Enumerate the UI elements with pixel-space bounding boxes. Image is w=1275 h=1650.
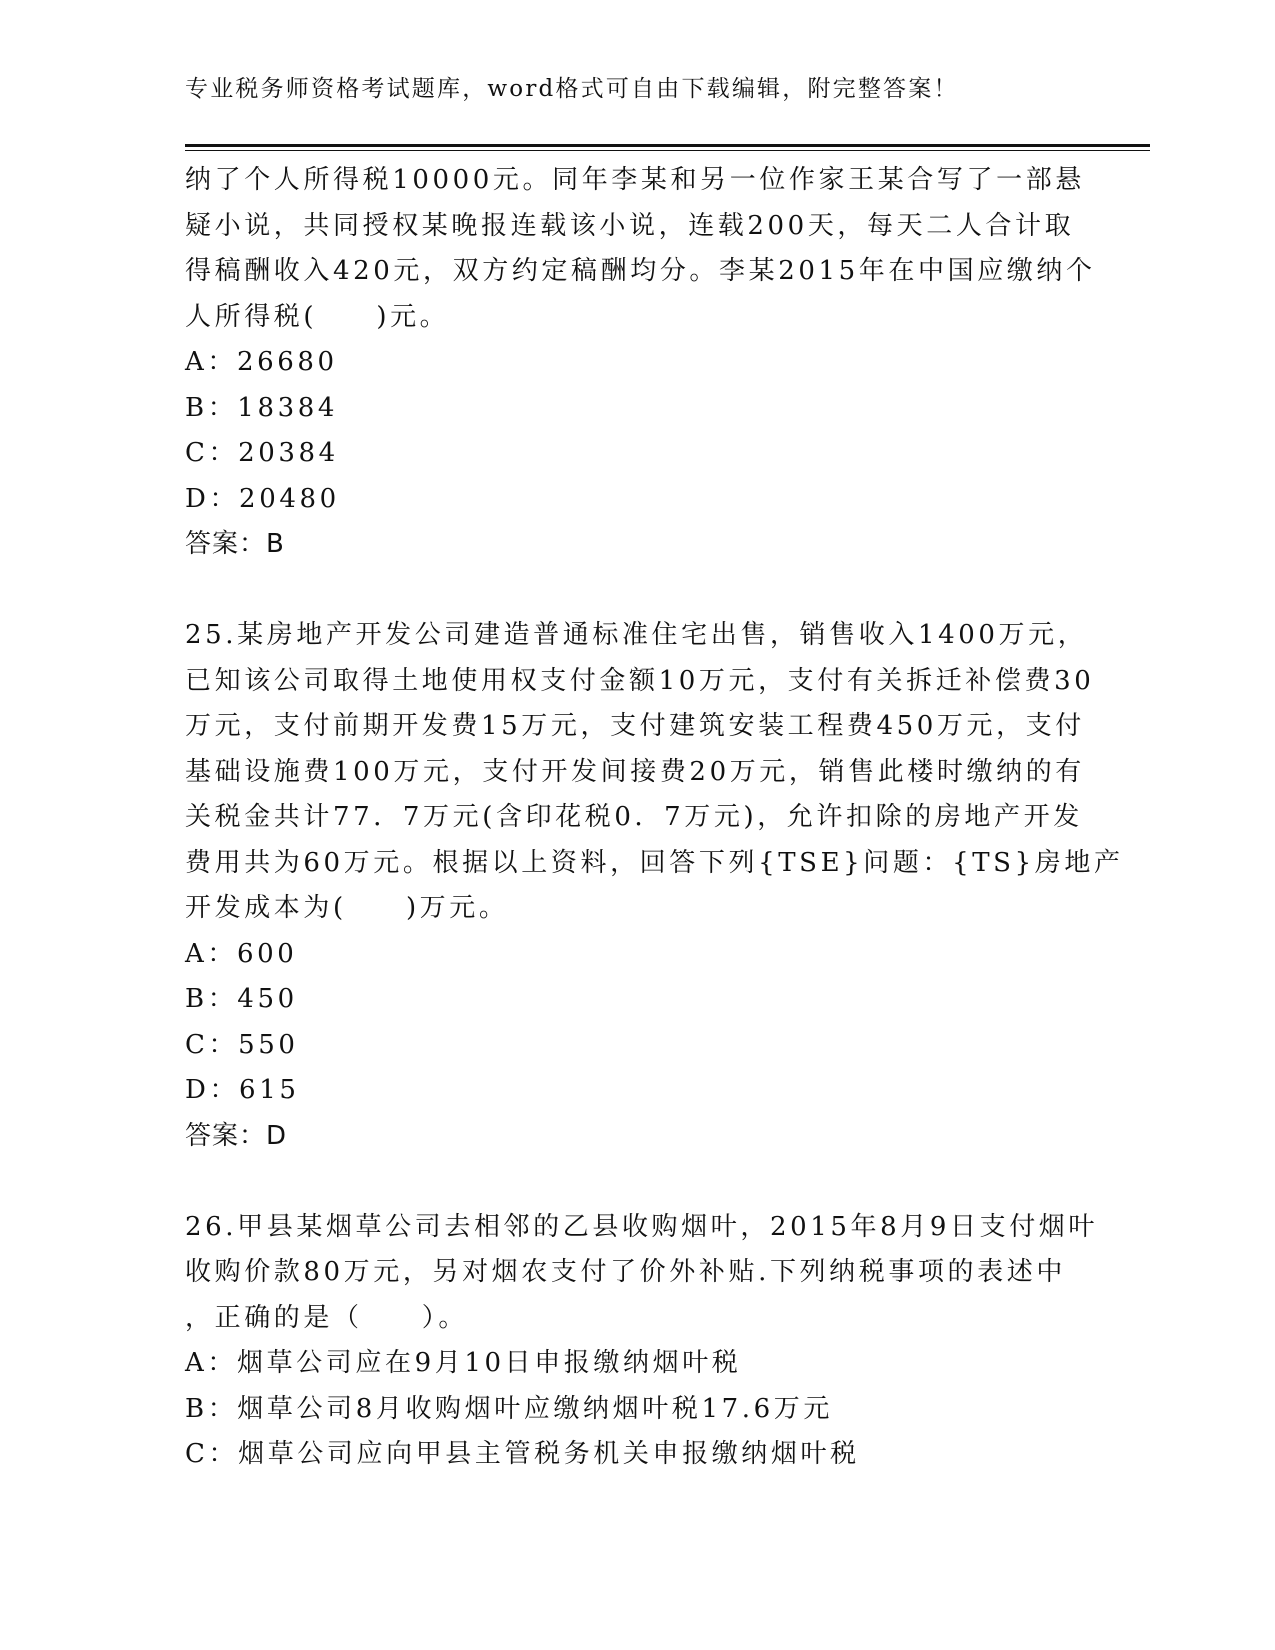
header-divider-thin (185, 150, 1150, 151)
option-b: B：烟草公司8月收购烟叶应缴纳烟叶税17.6万元 (185, 1393, 833, 1424)
question-stem-line: ，正确的是（ ）。 (185, 1302, 469, 1333)
option-c: C：20384 (185, 438, 339, 468)
option-c: C：550 (185, 1029, 299, 1060)
question-25 (185, 613, 1124, 1159)
question-stem-line: 关税金共计77．7万元(含印花税0．7万元)，允许扣除的房地产开发 (185, 802, 1083, 832)
header-divider (185, 144, 1150, 147)
option-c: C：烟草公司应向甲县主管税务机关申报缴纳烟叶税 (185, 1439, 860, 1469)
question-stem-line: 收购价款80万元，另对烟农支付了价外补贴.下列纳税事项的表述中 (185, 1257, 1066, 1287)
question-stem-line: 疑小说，共同授权某晚报连载该小说，连载200天，每天二人合计取 (185, 210, 1075, 241)
option-b: B：450 (185, 984, 298, 1014)
question-stem-line: 费用共为60万元。根据以上资料，回答下列{TSE}问题：{TS}房地产 (185, 847, 1124, 878)
header-text: 专业税务师资格考试题库，word格式可自由下载编辑，附完整答案！ (185, 76, 959, 102)
question-stem-line: 已知该公司取得土地使用权支付金额10万元，支付有关拆迁补偿费30 (185, 665, 1095, 696)
question-stem-line: 25.某房地产开发公司建造普通标准住宅出售，销售收入1400万元， (185, 620, 1088, 650)
document-body (185, 158, 1124, 1478)
answer-line: 答案：D (185, 1120, 288, 1151)
answer-line: 答案：B (185, 529, 285, 559)
option-a: A：烟草公司应在9月10日申报缴纳烟叶税 (185, 1348, 742, 1378)
question-stem-line: 开发成本为( )万元。 (185, 893, 509, 923)
question-stem-line: 人所得税( )元。 (185, 301, 450, 332)
question-stem-line: 基础设施费100万元，支付开发间接费20万元，销售此楼时缴纳的有 (185, 756, 1085, 787)
question-24-continued (185, 158, 1096, 568)
option-a: A：600 (185, 938, 298, 969)
question-stem-line: 得稿酬收入420元，双方约定稿酬均分。李某2015年在中国应缴纳个 (185, 256, 1096, 286)
question-stem-line: 万元，支付前期开发费15万元，支付建筑安装工程费450万元，支付 (185, 711, 1085, 741)
option-d: D：20480 (185, 483, 340, 514)
spacer (185, 1159, 1085, 1205)
option-d: D：615 (185, 1075, 300, 1105)
question-stem-line: 纳了个人所得税10000元。同年李某和另一位作家王某合写了一部悬 (185, 165, 1085, 195)
question-26 (185, 1205, 1099, 1478)
question-stem-line: 26.甲县某烟草公司去相邻的乙县收购烟叶，2015年8月9日支付烟叶 (185, 1211, 1099, 1242)
option-a: A：26680 (185, 347, 338, 377)
option-b: B：18384 (185, 392, 339, 423)
spacer (185, 568, 1085, 614)
